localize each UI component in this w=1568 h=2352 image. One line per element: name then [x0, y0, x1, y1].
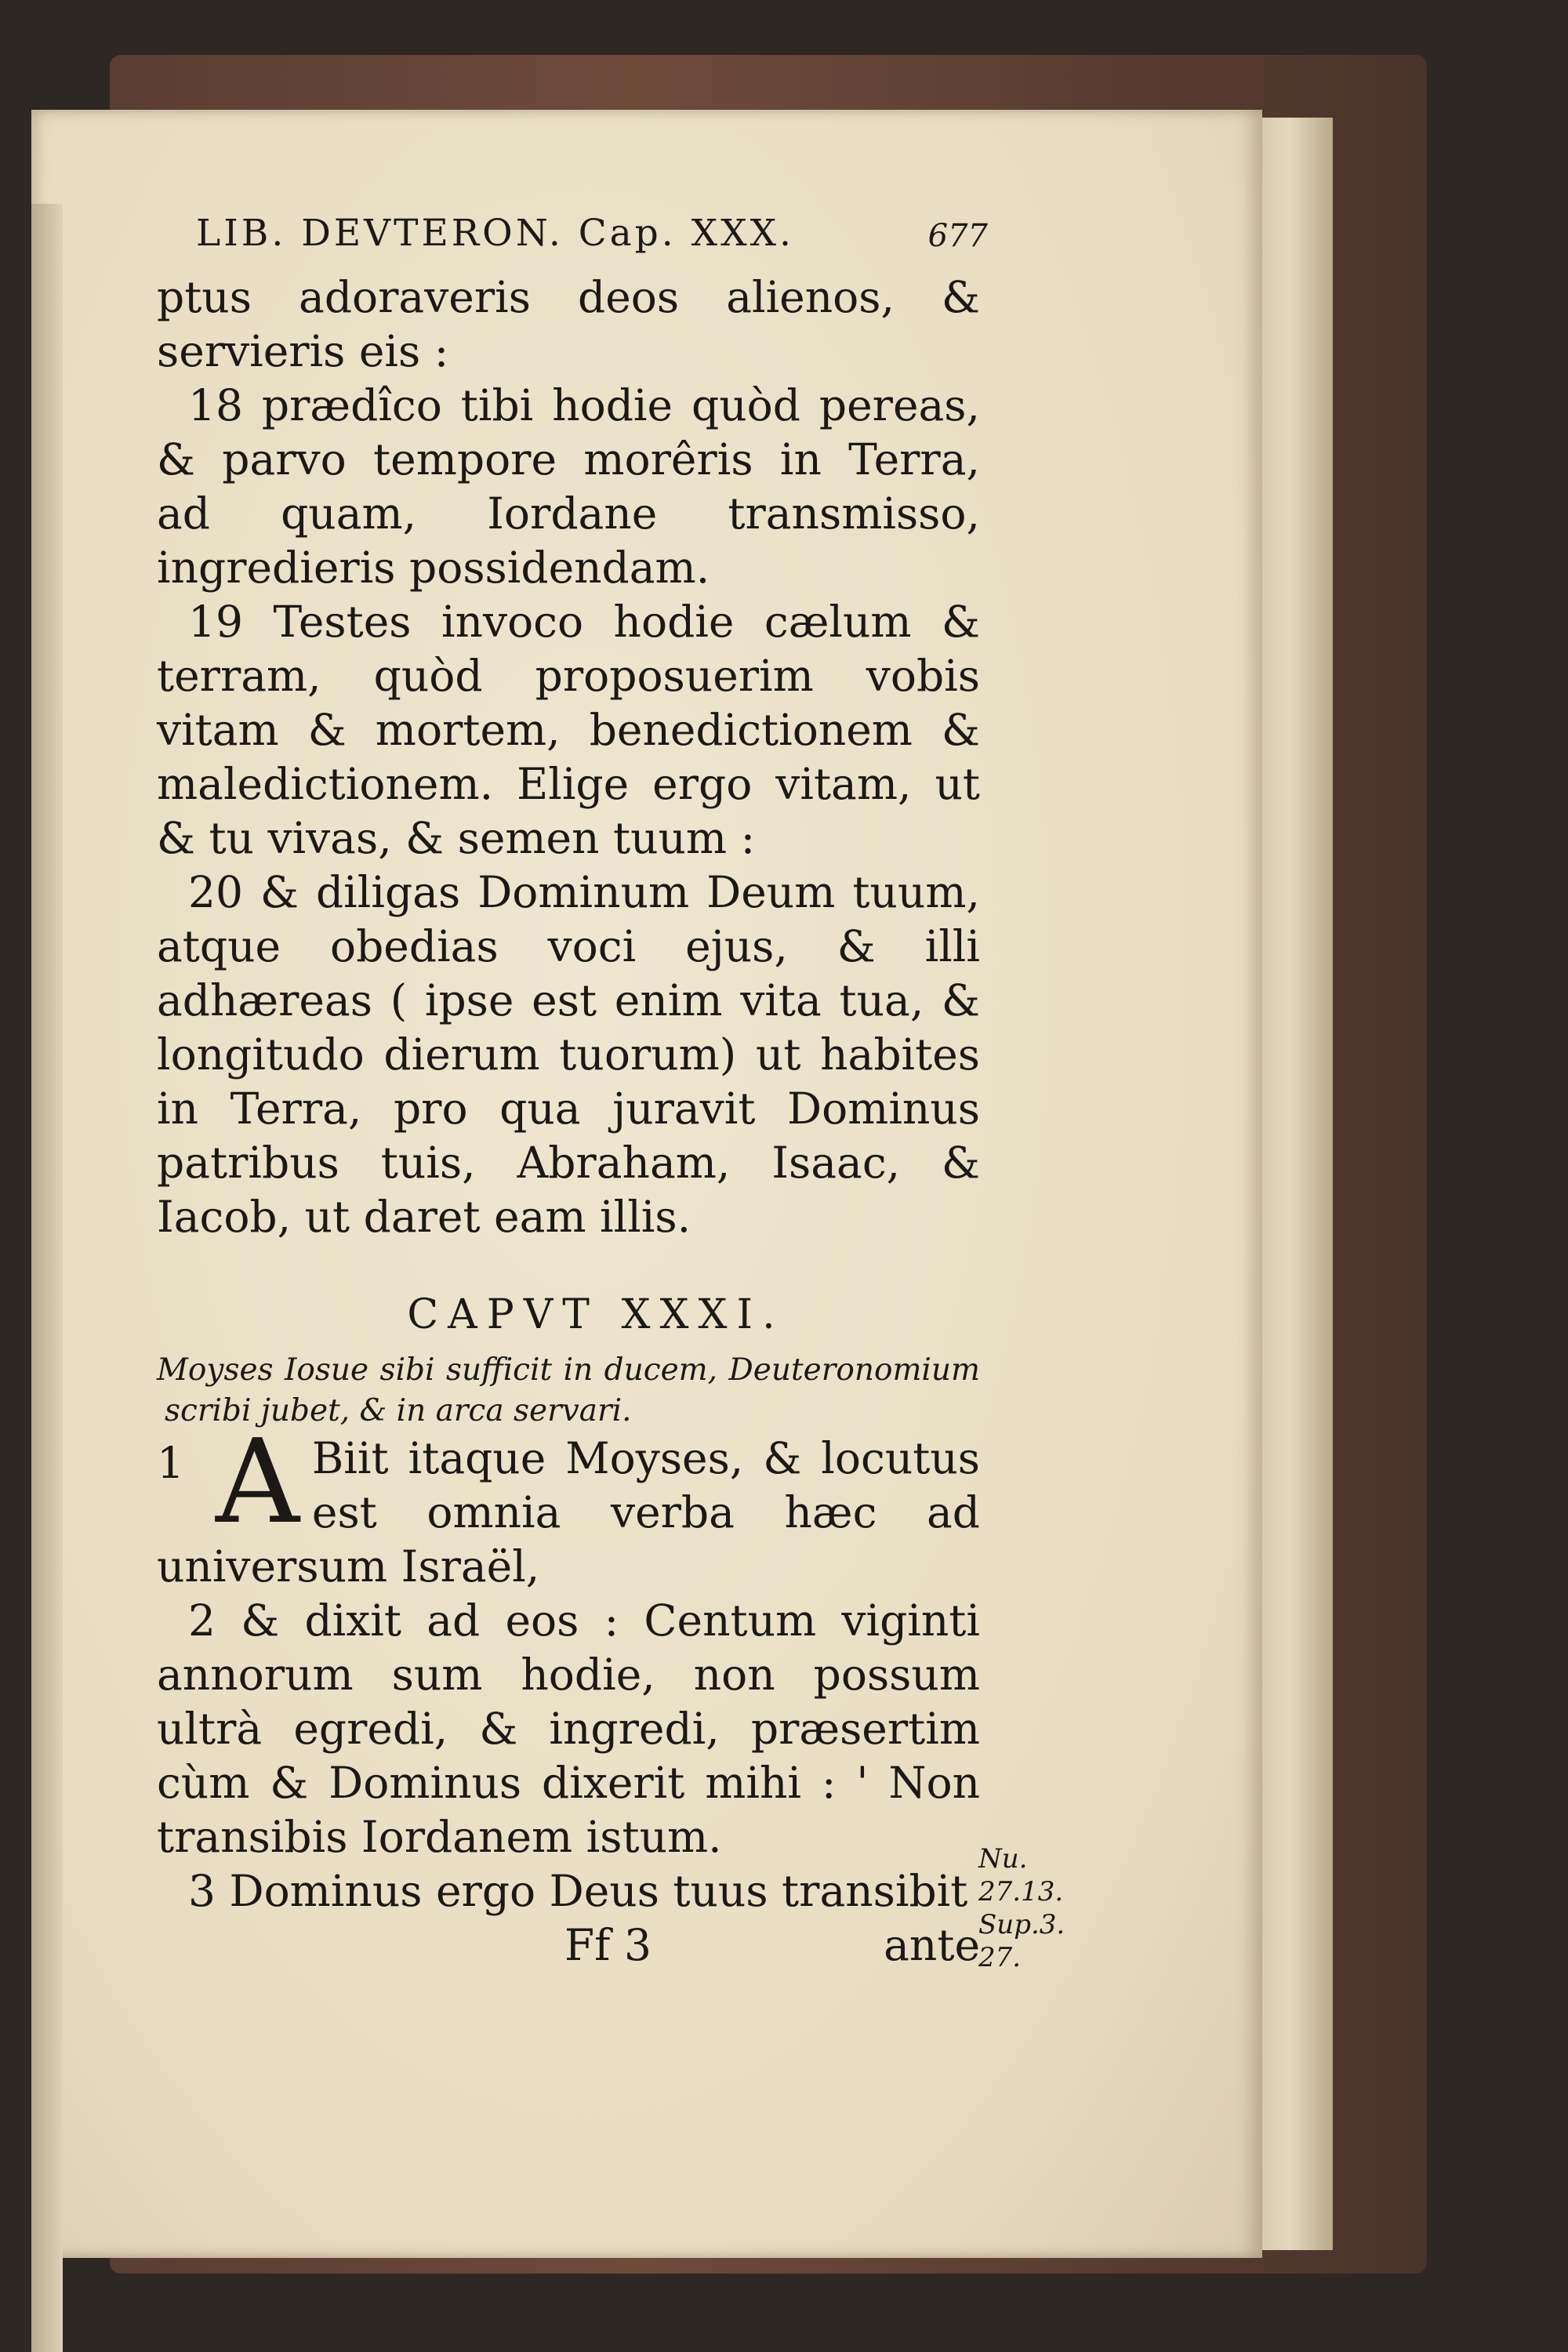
verse-3: 3 Dominus ergo Deus tuus transibit: [188, 1866, 968, 1916]
main-text: [157, 270, 980, 1973]
verse-20: 20 & diligas Dominum Deum tuum, atque obedias voci ejus, & illi adhæreas ( ipse est enim vita tua, & longitudo dierum tuorum) ut habites in Terra, pro qua juravit Dominus patribus tuis, Abraham, Isaac, & Iacob, ut daret eam illis.: [157, 867, 980, 1242]
facing-page-edge: [31, 204, 63, 2352]
page-footer: [157, 1918, 980, 1973]
signature-mark: Ff 3: [564, 1920, 652, 1970]
running-head: [196, 212, 988, 278]
verse-18: 18 prædîco tibi hodie quòd pereas, & parvo tempore morêris in Terra, ad quam, Iordane transmisso, ingredieris possidendam.: [157, 380, 980, 593]
margin-reference: Nu. 27.13. Sup.3. 27.: [978, 1843, 1065, 1973]
verse-1-text: Biit itaque Moyses, & locutus est omnia verba hæc ad universum Israël,: [157, 1433, 980, 1592]
drop-capital: A: [216, 1414, 299, 1549]
verse-1: [157, 1414, 980, 1594]
running-head-title: LIB. DEVTERON. Cap. XXX.: [196, 212, 794, 255]
verse-19: 19 Testes invoco hodie cælum & terram, quòd proposuerim vobis vitam & mortem, benedictionem & maledictionem. Elige ergo vitam, ut & tu vivas, & semen tuum :: [157, 597, 980, 863]
catchword: ante: [884, 1920, 980, 1970]
verse-2: 2 & dixit ad eos : Centum viginti annorum sum hodie, non possum ultrà egredi, & ingredi, præsertim cùm & Dominus dixerit mihi : ' Non transibis Iordanem istum.: [157, 1595, 980, 1862]
paragraph-continuation: ptus adoraveris deos alienos, & servieris eis :: [157, 272, 980, 376]
chapter-title: CAPVT XXXI.: [407, 1291, 785, 1338]
page-number: 677: [927, 218, 988, 254]
verse-1-number: 1: [157, 1438, 184, 1488]
chapter-summary: Moyses Iosue sibi sufficit in ducem, Deuteronomium scribi jubet, & in arca servari.: [157, 1352, 980, 1428]
